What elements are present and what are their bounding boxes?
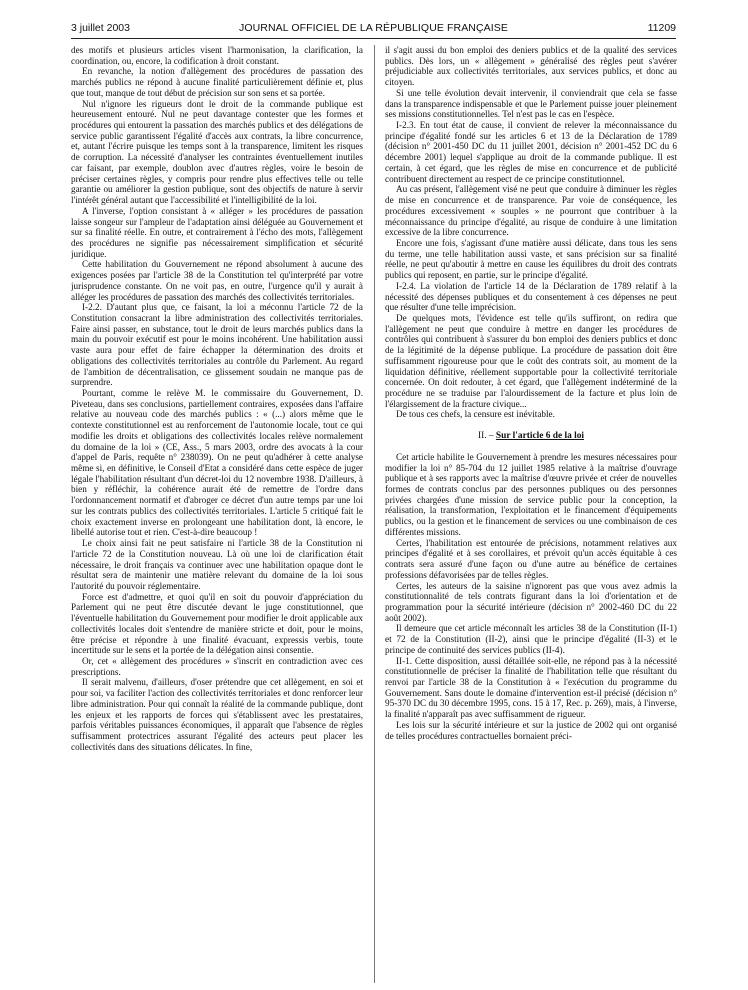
paragraph: il s'agit aussi du bon emploi des deniers publics et de la qualité des services publics. Dès lors, un « allègement » généralisé des règles peut s'avérer préjudiciable aux collectivités territoriales, aux services publics, et donc au citoyen. — [385, 45, 677, 88]
paragraph: Il demeure que cet article méconnaît les articles 38 de la Constitution (II-1) et 72 de la Constitution (II-2), ainsi que le principe d'égalité (II-3) et le principe de continuité des services publics (II-4). — [385, 623, 677, 655]
paragraph: Les lois sur la sécurité intérieure et sur la justice de 2002 qui ont organisé de telles procédures contractuelles bornaient préci- — [385, 719, 677, 741]
paragraph: Si une telle évolution devait intervenir, il conviendrait que cela se fasse dans la transparence indispensable et que le Parlement puisse jouer pleinement ses missions constitutionnelles. Tel n'est pas le cas en l'espèce. — [385, 87, 677, 120]
paragraph: A l'inverse, l'option consistant à « alléger » les procédures de passation laisse songeur sur l'ampleur de l'adaptation ainsi déléguée au Gouvernement et sur sa finalité réelle. En outre, et contrairement à l'écho des mots, l'allègement des procédures ne signifie pas nécessairement simplification et sécurité juridique. — [71, 205, 363, 259]
section-number: II. – — [477, 431, 494, 442]
header-page-number: 11209 — [647, 22, 676, 34]
paragraph: I-2.2. D'autant plus que, ce faisant, la loi a méconnu l'article 72 de la Constitution consacrant la libre administration des collectivités territoriales. Faire ainsi passer, en substance, tout le droit de leurs marchés publics dans la main du pouvoir exécutif est pour le moins incohérent. Une habilitation aussi vaste aura pour effet de faire échapper la détermination des droits et obligations des collectivités territoriales au contrôle du Parlement. Au regard de l'ambition de décentralisation, ce glissement soudain ne manque pas de surprendre. — [71, 302, 363, 388]
paragraph: Cet article habilite le Gouvernement à prendre les mesures nécessaires pour modifier la loi n° 85-704 du 12 juillet 1985 relative à la maîtrise d'ouvrage publique et à ses rapports avec la maîtrise d'œuvre privée et créer de nouvelles formes de contrats conclus par des personnes publiques ou des personnes privées chargées d'une mission de service public pour la conception, la réalisation, la transformation, l'exploitation et le financement d'équipements publics, ou la gestion et le financement de services ou une combinaison de ces différentes missions. — [385, 451, 677, 537]
paragraph: I-2.4. La violation de l'article 14 de la Déclaration de 1789 relatif à la nécessité des dépenses publiques et du consentement à ces dépenses ne peut que résulter d'une telle imprécision. — [385, 280, 677, 313]
paragraph: Au cas présent, l'allègement visé ne peut que conduire à diminuer les règles de mise en concurrence et de transparence. Par voie de conséquence, les procédures excessivement « souples » ne pourront que contribuer à la méconnaissance du principe d'égalité, au risque de conduire à une limitation excessive de la libre concurrence. — [385, 184, 677, 238]
paragraph: Or, cet « allègement des procédures » s'inscrit en contradiction avec ces prescriptions. — [71, 655, 363, 677]
paragraph: I-2.3. En tout état de cause, il convient de relever la méconnaissance du principe d'égalité fondé sur les articles 6 et 13 de la Déclaration de 1789 (décision n° 2001-450 DC du 11 juillet 2001, décision n° 2001-452 DC du 6 décembre 2001) lequel s'applique au droit de la commande publique. Il est certain, à cet égard, que les règles de mise en concurrence et de publicité contribuent directement au respect de ce principe constitutionnel. — [385, 120, 677, 184]
paragraph: De quelques mots, l'évidence est telle qu'ils suffiront, on redira que l'allègement ne peut que conduire à mettre en danger les procédures de contrôles qui contribuent à s'assurer du bon emploi des deniers publics et donc de la légitimité de la dépense publique. La procédure de passation doit être suffisamment rigoureuse pour que le coût des contrats soit, au moment de la liquidation définitive, réellement supportable pour la collectivité territoriale concernée. On doit redouter, à cet égard, que l'allègement indéterminé de la procédure ne se traduise par l'alourdissement de la facture et plus loin de l'élargissement de la fracture civique... — [385, 312, 677, 409]
section-heading — [385, 431, 677, 442]
paragraph: En revanche, la notion d'allègement des procédures de passation des marchés publics ne répond à aucune finalité particulièrement définie et, plus que tout, manque de tout début de précision sur son sens et sa portée. — [71, 66, 363, 98]
page-header — [71, 20, 676, 36]
paragraph: Force est d'admettre, et quoi qu'il en soit du pouvoir d'appréciation du Parlement qui ne peut être discutée devant le juge constitutionnel, que l'éventuelle habilitation du Gouvernement pour modifier le droit applicable aux collectivités locales doit s'entendre de manière stricte et doit, pour le moins, être précise et répondre à une finalité évacuant, expressis verbis, toute incertitude sur le sens et la portée de la délégation ainsi consentie. — [71, 591, 363, 656]
column-divider — [374, 45, 375, 983]
paragraph: des motifs et plusieurs articles visent l'harmonisation, la clarification, la coordination, ou, encore, la codification à droit constant. — [71, 45, 363, 66]
left-column — [71, 45, 363, 983]
paragraph: Cette habilitation du Gouvernement ne répond absolument à aucune des exigences posées par l'article 38 de la Constitution tel qu'interprété par votre jurisprudence constante. On ne voit pas, en outre, l'urgence qu'il y aurait à alléger les procédures de passation des marchés des collectivités territoriales. — [71, 259, 363, 302]
section-title: Sur l'article 6 de la loi — [495, 431, 585, 442]
right-column — [385, 45, 677, 983]
paragraph: Pourtant, comme le relève M. le commissaire du Gouvernement, D. Piveteau, dans ses conclusions, partiellement contraires, exposées dans l'affaire relative au nouveau code des marchés publics : « (...) alors même que le contexte constitutionnel est au renforcement de l'autonomie locale, tout ce qui modifie les droits et obligations des collectivités locales relève normalement du domaine de la loi » (CE, Ass., 5 mars 2003, ordre des avocats à la cour d'appel de Paris, requête n° 238039). On ne peut qu'adhérer à cette analyse même si, en définitive, le Conseil d'Etat a considéré dans cette espèce de juger légale l'habilitation résultant d'un décret-loi du 12 novembre 1938. D'ailleurs, à bien y réfléchir, la cohérence aurait été de remettre de l'ordre dans l'ordonnancement normatif et d'abroger ce décret d'un autre temps par une loi sur les contrats publics des collectivités territoriales. L'article 5 critiqué fait le choix exactement inverse en prolongeant une habilitation dont, là encore, le libellé autorise tout et rien. C'est-à-dire beaucoup ! — [71, 388, 363, 538]
paragraph: Il serait malvenu, d'ailleurs, d'oser prétendre que cet allègement, en soi et pour soi, va faciliter l'action des collectivités territoriales et donc renforcer leur libre administration. Pour qui connaît la réalité de la commande publique, dont les enjeux et les rapports de forces qui s'établissent avec les prestataires, parfois véritables puissances économiques, il apparaît que l'absence de règles suffisamment protectrices assurant l'égalité des acteurs peut placer les collectivités dans des situations délicates. In fine, — [71, 677, 363, 752]
paragraph: Le choix ainsi fait ne peut satisfaire ni l'article 38 de la Constitution ni l'article 72 de la Constitution nouveau. Là où une loi de clarification était nécessaire, le droit français va continuer avec une habilitation opaque dont le résultat sera de maintenir une matière relevant du domaine de la loi sous l'autorité du pouvoir réglementaire. — [71, 538, 363, 591]
paragraph: De tous ces chefs, la censure est inévitable. — [396, 409, 555, 420]
paragraph: II-1. Cette disposition, aussi détaillée soit-elle, ne répond pas à la nécessité constitutionnelle de préciser la finalité de l'habilitation telle que résultant du renvoi par l'article 38 de la Constitution à « l'exécution du programme du Gouvernement. Sans doute le domaine d'intervention est-il précisé (décision n° 95-370 DC du 30 décembre 1995, cons. 15 à 17, Rec. p. 269), mais, à l'inverse, la finalité n'apparaît pas avec suffisamment de rigueur. — [385, 655, 677, 720]
paragraph: Nul n'ignore les rigueurs dont le droit de la commande publique est heureusement entouré. Nul ne peut davantage contester que les formes et procédures qui entourent la passation des marchés publics et des délégations de service public garantissent l'égalité d'accès aux contrats, la libre concurrence, et, autant l'écrire puisque les temps sont à la transparence, limitent les risques de corruption. La nécessité d'analyser les contraintes éventuellement inutiles car faisant, par exemple, doublon avec d'autres règles, voire le besoin de préciser certaines règles, y compris pour rendre plus effectives telle ou telle garantie ou améliorer la gestion publique, sont des objectifs de nature à servir l'intérêt général autant que l'accessibilité et l'intelligibilité de la loi. — [71, 98, 363, 206]
paragraph: Encore une fois, s'agissant d'une matière aussi délicate, dans tous les sens du terme, une telle habilitation aussi vaste, et sans précision sur sa finalité réelle, ne peut qu'aboutir à mettre en cause les équilibres du droit des contrats publics qui reposent, en partie, sur le principe d'égalité. — [385, 237, 677, 281]
paragraph: Certes, l'habilitation est entourée de précisions, notamment relatives aux principes d'égalité et à ses corollaires, et prévoit qu'un accès équitable à ces contrats sera assuré d'une façon ou d'une autre au bénéfice de certaines professions défavorisées par de telles règles. — [385, 537, 677, 580]
paragraph: Certes, les auteurs de la saisine n'ignorent pas que vous avez admis la constitutionnalité de tels contrats figurant dans la loi d'orientation et de programmation pour la sécurité intérieure (décision n° 2002-460 DC du 22 août 2002). — [385, 580, 677, 623]
header-date: 3 juillet 2003 — [71, 22, 130, 34]
header-rule — [71, 38, 676, 39]
header-journal-title: JOURNAL OFFICIEL DE LA RÉPUBLIQUE FRANÇAISE — [239, 22, 508, 34]
